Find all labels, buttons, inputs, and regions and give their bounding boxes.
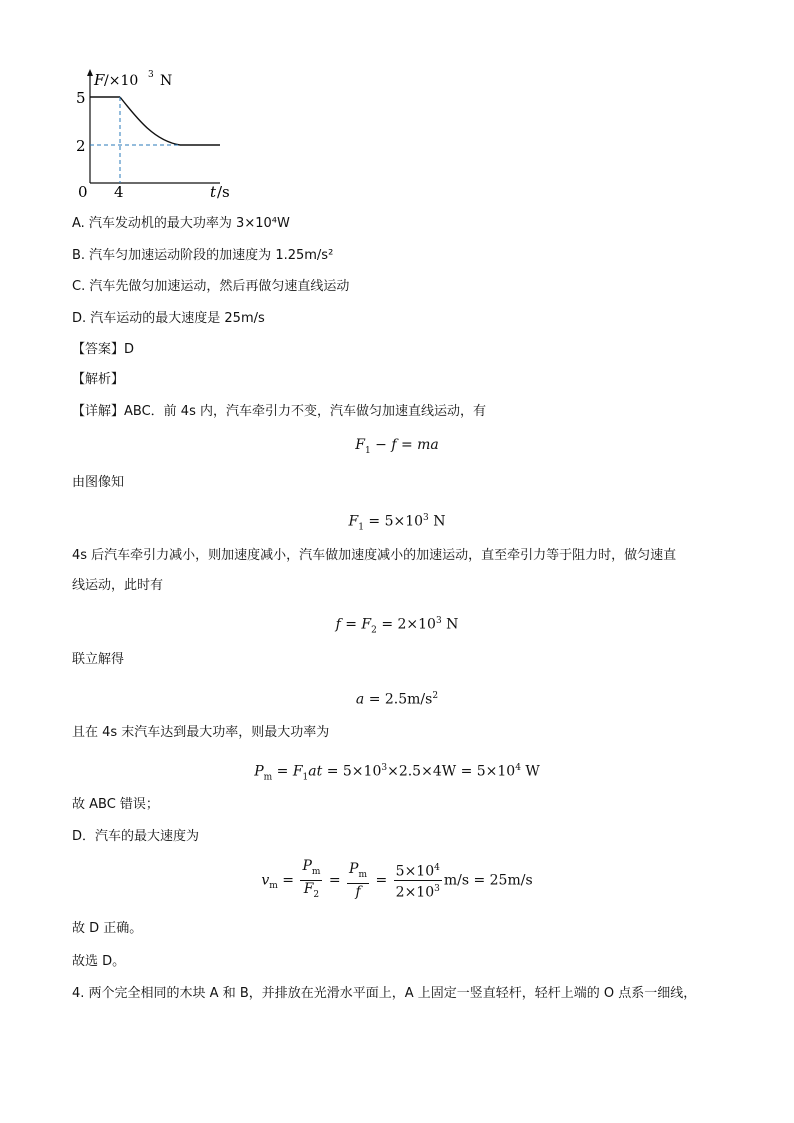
equation-acceleration: $a = 2.5m/s^2$ — [355, 691, 439, 708]
option-d: D. 汽车运动的最大速度是 25m/s — [72, 311, 265, 326]
text-from-graph: 由图像知 — [72, 475, 125, 490]
text-max-power: 且在 4s 末汽车达到最大功率，则最大功率为 — [72, 725, 330, 740]
text-d-correct: 故 D 正确。 — [72, 921, 143, 936]
equation-f1: $F_1 = 5\times 10^3$ N — [348, 513, 446, 533]
question-4-text: 4. 两个完全相同的木块 A 和 B，并排放在光滑水平面上，A 上固定一竖直轻杆，轻杆上端的 O 点系一细线， — [72, 986, 697, 1001]
ylabel-f: F — [94, 71, 105, 89]
equation-max-velocity: $v_m$ = $\frac{P_m}{F_2}$ = $\frac{P_m}{f}$ = $\frac{5\times 10^4}{2\times 10^3}$ m/s = 25m/s — [0, 858, 794, 903]
x-tick-4: 4 — [114, 183, 124, 200]
y-tick-5: 5 — [76, 89, 86, 107]
xlabel-t: t — [210, 183, 217, 200]
force-time-graph — [70, 65, 270, 200]
y-tick-2: 2 — [76, 137, 86, 155]
ylabel-unit: /×10 — [104, 73, 139, 89]
equation-max-power: $P_m = F_1at = 5\times 10^3\times 2.5\times 4W = 5\times 10^4$ W — [254, 763, 540, 783]
option-a: A. 汽车发动机的最大功率为 3×10⁴W — [72, 216, 290, 231]
text-solve: 联立解得 — [72, 652, 125, 667]
option-c: C. 汽车先做匀加速运动，然后再做匀速直线运动 — [72, 279, 350, 294]
origin-label: 0 — [78, 183, 88, 200]
fraction-pm-f: $\frac{P_m}{f}$ — [349, 860, 368, 900]
detail-text: 【详解】ABC．前 4s 内，汽车牵引力不变，汽车做匀加速直线运动，有 — [72, 404, 486, 419]
text-max-velocity: D．汽车的最大速度为 — [72, 829, 200, 844]
answer-label: 【答案】D — [72, 342, 135, 357]
text-choose-d: 故选 D。 — [72, 954, 126, 969]
curve-decreasing-segment — [120, 97, 180, 145]
fraction-numeric: $\frac{5\times 10^4}{2\times 10^3}$ — [394, 860, 442, 900]
equation-friction: $f = F_2 = 2\times 10^3$ N — [335, 616, 459, 636]
graph-svg — [70, 65, 270, 200]
analysis-label: 【解析】 — [72, 372, 125, 387]
text-after-4s-line1: 4s 后汽车牵引力减小，则加速度减小，汽车做加速度减小的加速运动，直至牵引力等于阻力时，做匀速直 — [72, 548, 677, 563]
equation-newton: $F_1 - f$ = ma — [355, 437, 439, 456]
text-after-4s-line2: 线运动，此时有 — [72, 578, 164, 593]
ylabel-exp: 3 — [148, 70, 154, 80]
xlabel-unit: /s — [217, 183, 230, 200]
option-b: B. 汽车匀加速运动阶段的加速度为 1.25m/s² — [72, 248, 334, 263]
y-axis-arrow — [87, 69, 93, 76]
ylabel-n: N — [160, 73, 173, 89]
fraction-pm-f2: $\frac{P_m}{F_2}$ — [302, 858, 321, 900]
text-abc-wrong: 故 ABC 错误； — [72, 797, 159, 812]
